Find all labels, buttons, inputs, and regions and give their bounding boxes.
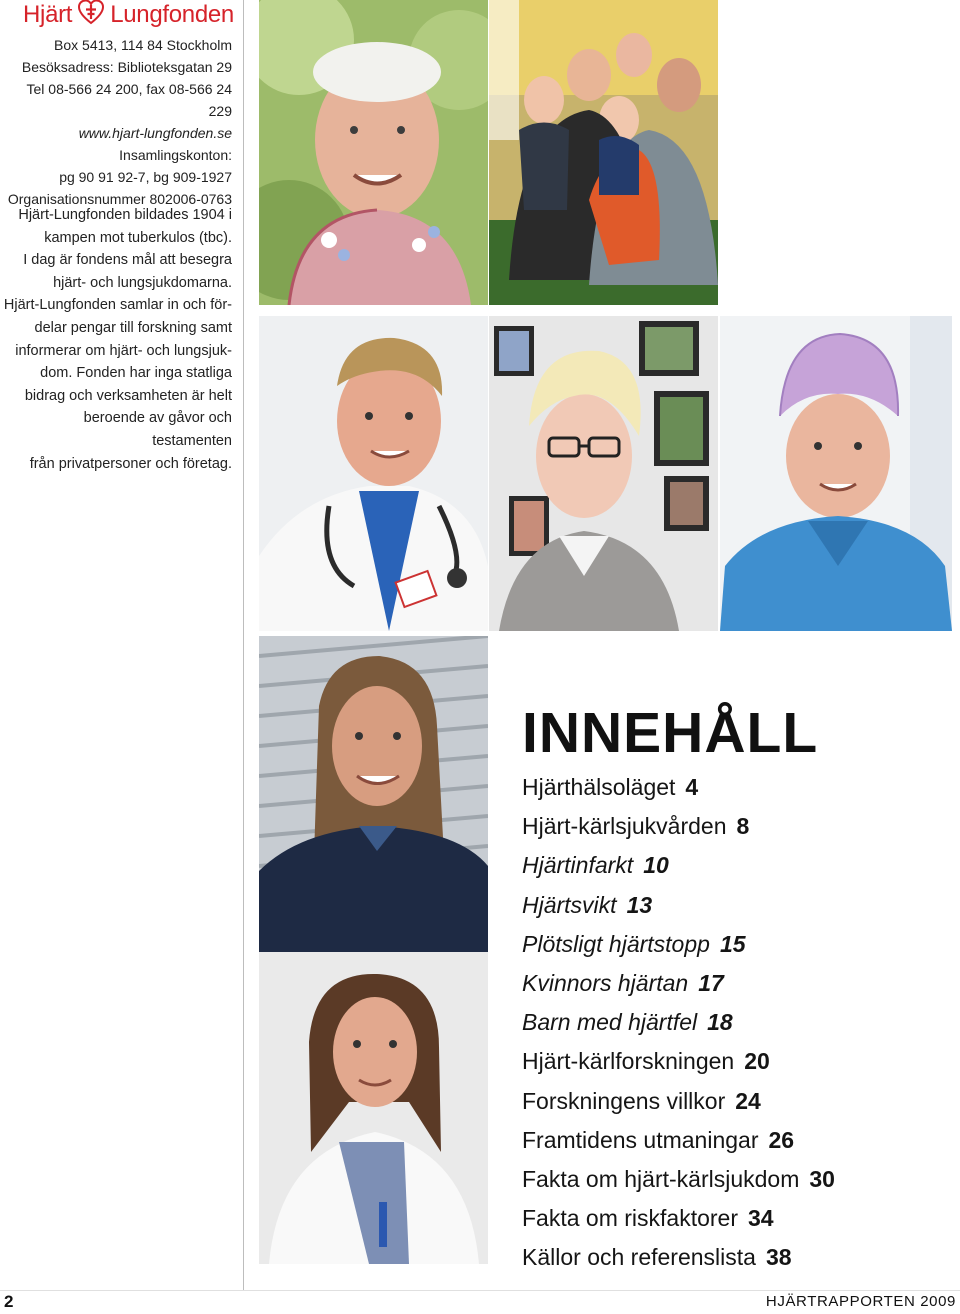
about-line: bidrag och verksamheten är helt bbox=[24, 387, 232, 404]
brand-logo bbox=[8, 0, 234, 30]
photo-male-doctor bbox=[259, 316, 488, 631]
toc-item-label: Hjärtinfarkt bbox=[522, 852, 634, 879]
photo-family bbox=[489, 0, 718, 305]
logo-text-left: Hjärt bbox=[23, 1, 73, 28]
about-line: hjärt- och lungsjukdomarna. bbox=[53, 274, 232, 291]
about-line: I dag är fondens mål att besegra bbox=[23, 252, 232, 269]
toc-item-page: 24 bbox=[735, 1087, 761, 1114]
toc-item-label: Kvinnors hjärtan bbox=[522, 969, 689, 996]
toc-item-page: 4 bbox=[685, 774, 699, 800]
toc-item[interactable] bbox=[522, 1200, 942, 1239]
address-line: Insamlingskonton: bbox=[119, 147, 232, 163]
photo-woman-glasses bbox=[489, 316, 718, 631]
footer-divider bbox=[0, 1290, 960, 1291]
toc-item-label: Plötsligt hjärtstopp bbox=[522, 930, 710, 957]
toc-item[interactable] bbox=[522, 887, 942, 926]
toc-item-label: Hjärthälsoläget bbox=[522, 774, 676, 800]
toc-item-page: 13 bbox=[626, 891, 653, 918]
toc-item-page: 17 bbox=[698, 969, 724, 996]
toc-item[interactable] bbox=[522, 1239, 942, 1278]
publication-name: HJÄRTRAPPORTEN 2009 bbox=[765, 1293, 956, 1310]
about-line: delar pengar till forskning samt bbox=[34, 319, 232, 336]
toc-item[interactable] bbox=[522, 808, 942, 847]
toc-item-label: Fakta om hjärt-kärlsjukdom bbox=[522, 1165, 800, 1192]
about-line: informerar om hjärt- och lungsjuk- bbox=[15, 342, 232, 359]
toc-item-label: Källor och referenslista bbox=[522, 1244, 756, 1271]
toc-title: INNEHÅLL bbox=[522, 701, 819, 765]
about-line: Hjärt-Lungfonden bildades 1904 i bbox=[18, 207, 232, 223]
logo-text-right: Lungfonden bbox=[110, 1, 234, 28]
column-divider bbox=[243, 0, 244, 1290]
toc-list bbox=[522, 769, 942, 1278]
toc-item[interactable] bbox=[522, 965, 942, 1004]
address-line: Besöksadress: Biblioteksgatan 29 bbox=[21, 59, 232, 75]
toc-item-page: 26 bbox=[768, 1126, 795, 1153]
about-line: beroende av gåvor och testamenten bbox=[83, 410, 232, 449]
toc-item-label: Forskningens villkor bbox=[522, 1087, 726, 1114]
toc-item-label: Framtidens utmaningar bbox=[522, 1126, 759, 1153]
about-line: dom. Fonden har inga statliga bbox=[40, 365, 232, 382]
toc-item-label: Hjärt-kärlforskningen bbox=[522, 1048, 735, 1075]
about-text bbox=[0, 204, 232, 475]
address-line: Organisationsnummer 802006-0763 bbox=[7, 191, 232, 207]
website-link[interactable]: www.hjart-lungfonden.se bbox=[78, 125, 232, 141]
page-number: 2 bbox=[4, 1292, 14, 1311]
address-line: pg 90 91 92-7, bg 909-1927 bbox=[59, 169, 232, 185]
toc-item-page: 20 bbox=[744, 1048, 770, 1075]
toc-item-label: Fakta om riskfaktorer bbox=[522, 1205, 738, 1232]
address-line: Tel 08-566 24 200, fax 08-566 24 229 bbox=[26, 81, 232, 119]
toc-item[interactable] bbox=[522, 1083, 942, 1122]
toc-item-page: 10 bbox=[643, 852, 669, 879]
toc-item[interactable] bbox=[522, 1122, 942, 1161]
toc-item[interactable] bbox=[522, 1004, 942, 1043]
photo-surgeon-woman bbox=[720, 316, 952, 631]
toc-item[interactable] bbox=[522, 1161, 942, 1200]
photo-woman-doctor bbox=[259, 952, 488, 1264]
toc-item[interactable] bbox=[522, 1043, 942, 1082]
toc-item-page: 34 bbox=[748, 1205, 774, 1232]
toc-item[interactable] bbox=[522, 847, 942, 886]
toc-item[interactable] bbox=[522, 769, 942, 808]
photo-man-long-hair bbox=[259, 636, 488, 952]
address-block bbox=[0, 34, 232, 210]
toc-item-label: Hjärt-kärlsjukvården bbox=[522, 813, 727, 840]
toc-item-label: Barn med hjärtfel bbox=[522, 1009, 698, 1036]
heart-cross-icon bbox=[78, 0, 104, 32]
toc-item-page: 30 bbox=[809, 1165, 835, 1192]
toc-item[interactable] bbox=[522, 926, 942, 965]
about-line: kampen mot tuberkulos (tbc). bbox=[44, 229, 232, 246]
photo-older-man bbox=[259, 0, 488, 305]
toc-item-page: 15 bbox=[719, 930, 746, 957]
about-line: Hjärt-Lungfonden samlar in och för- bbox=[3, 297, 232, 314]
toc-item-page: 38 bbox=[765, 1244, 792, 1271]
toc-item-page: 18 bbox=[707, 1009, 733, 1036]
toc-item-page: 8 bbox=[736, 813, 750, 840]
toc-item-label: Hjärtsvikt bbox=[522, 891, 617, 918]
address-line: Box 5413, 114 84 Stockholm bbox=[54, 37, 232, 53]
about-line: från privatpersoner och företag. bbox=[29, 455, 232, 472]
